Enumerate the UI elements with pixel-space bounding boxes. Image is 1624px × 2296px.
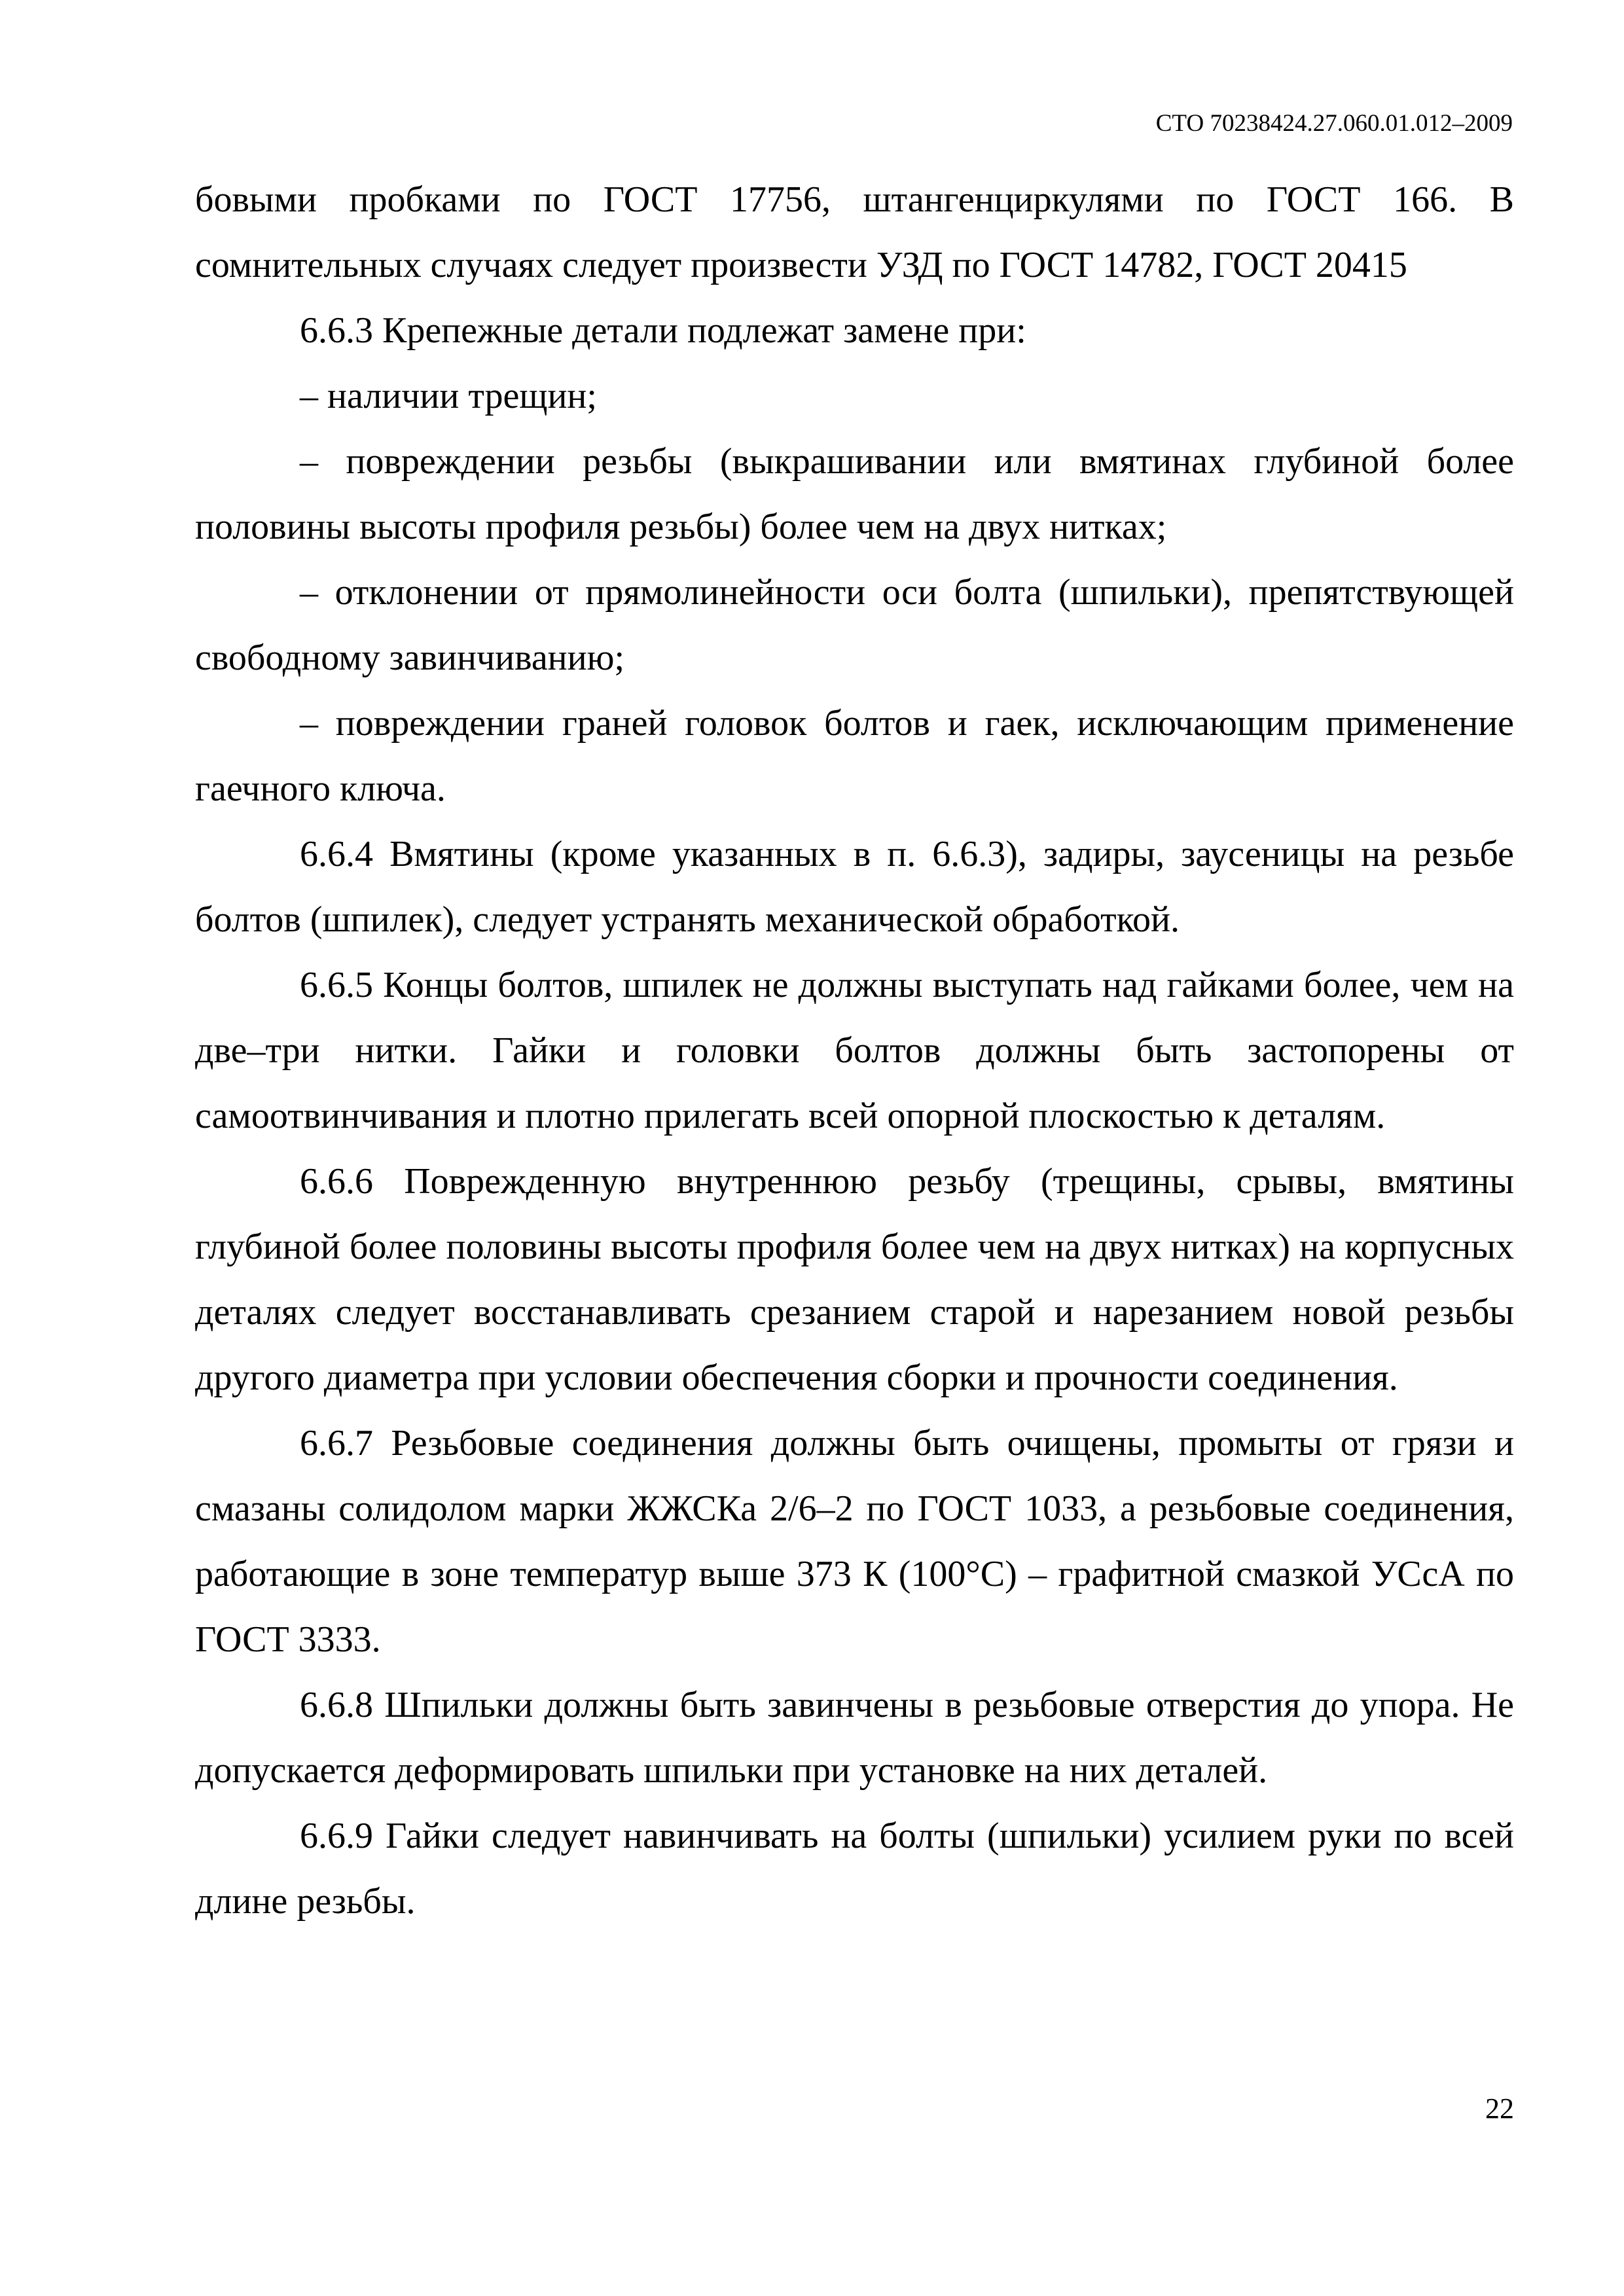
paragraph-6-6-9: 6.6.9 Гайки следует навинчивать на болты (шпильки) усилием руки по всей длине резьбы.: [195, 1816, 1514, 1922]
page-number: 22: [1485, 2092, 1514, 2125]
paragraph-6-6-6: 6.6.6 Поврежденную внутреннюю резьбу (трещины, срывы, вмятины глубиной более половины высоты профиля более чем на двух нитках) на корпусных деталях следует восстанавливать срезанием старой и нарезанием новой резьбы другого диаметра при условии обеспечения сборки и прочности соединения.: [195, 1161, 1514, 1398]
document-body: [195, 167, 1514, 1934]
list-item-axis-deviation: – отклонении от прямолинейности оси болта (шпильки), препятствующей свободному завинчиванию;: [195, 572, 1514, 678]
paragraph-6-6-8: 6.6.8 Шпильки должны быть завинчены в резьбовые отверстия до упора. Не допускается деформировать шпильки при установке на них деталей.: [195, 1685, 1514, 1791]
paragraph-6-6-3: 6.6.3 Крепежные детали подлежат замене при:: [300, 310, 1026, 351]
paragraph-6-6-7: 6.6.7 Резьбовые соединения должны быть очищены, промыты от грязи и смазаны солидолом марки ЖЖСКа 2/6–2 по ГОСТ 1033, а резьбовые соединения, работающие в зоне температур выше 373 К (100°С) – графитной смазкой УСсА по ГОСТ 3333.: [195, 1423, 1514, 1660]
paragraph-continuation: бовыми пробками по ГОСТ 17756, штангенциркулями по ГОСТ 166. В сомнительных случаях следует произвести УЗД по ГОСТ 14782, ГОСТ 20415: [195, 179, 1514, 285]
paragraph-6-6-5: 6.6.5 Концы болтов, шпилек не должны выступать над гайками более, чем на две–три нитки. Гайки и головки болтов должны быть застопорены от самоотвинчивания и плотно прилегать всей опорной плоскостью к деталям.: [195, 965, 1514, 1136]
list-item-thread-damage: – повреждении резьбы (выкрашивании или вмятинах глубиной более половины высоты профиля резьбы) более чем на двух нитках;: [195, 441, 1514, 547]
paragraph-6-6-4: 6.6.4 Вмятины (кроме указанных в п. 6.6.3), задиры, заусеницы на резьбе болтов (шпилек), следует устранять механической обработкой.: [195, 834, 1514, 940]
document-header: СТО 70238424.27.060.01.012–2009: [1155, 110, 1513, 137]
list-item-head-damage: – повреждении граней головок болтов и гаек, исключающим применение гаечного ключа.: [195, 703, 1514, 809]
list-item-cracks: – наличии трещин;: [300, 376, 597, 416]
